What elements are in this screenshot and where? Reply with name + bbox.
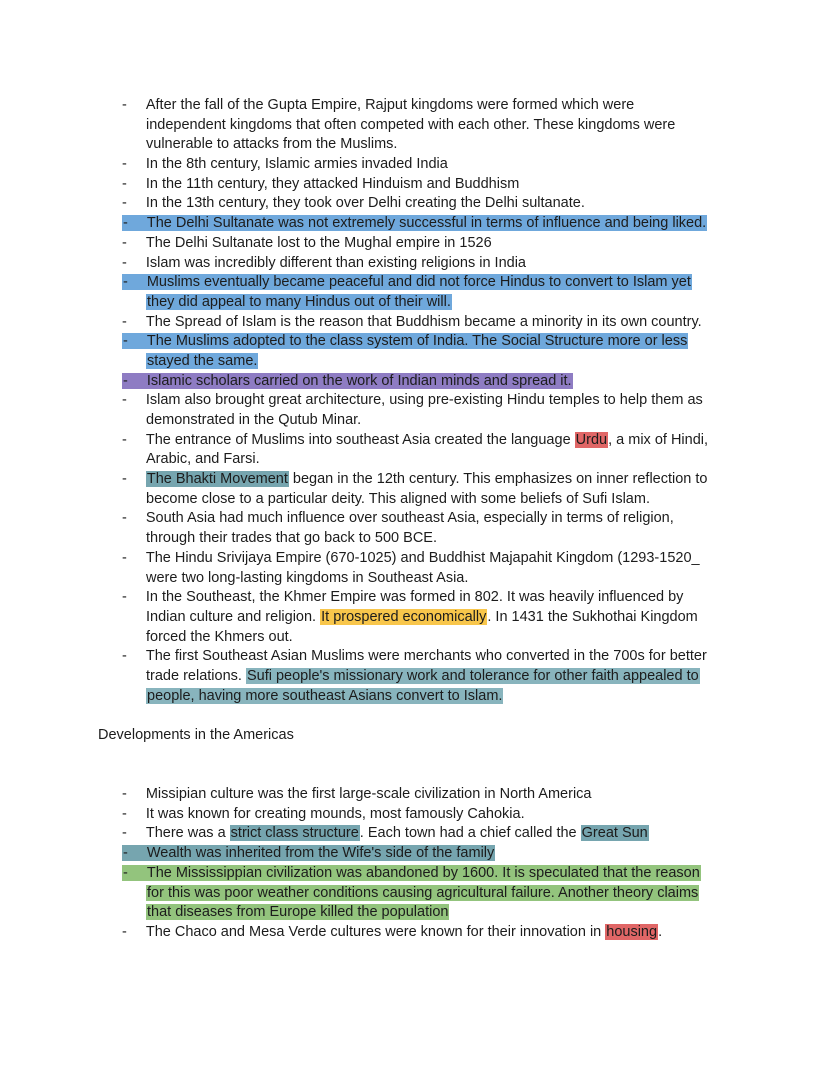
highlight-blue: they did appeal to many Hindus out of their will. bbox=[147, 293, 451, 310]
text-run: Wealth was inherited from the Wife's side of the family bbox=[146, 845, 495, 862]
text-line bbox=[0, 372, 828, 392]
text-line bbox=[0, 194, 828, 214]
highlight-red: housing bbox=[606, 923, 658, 940]
text-line bbox=[0, 470, 828, 490]
text-run: forced the Khmers out. bbox=[146, 628, 293, 645]
bullet-dash: - bbox=[122, 254, 127, 271]
bullet-dash: - bbox=[122, 175, 127, 192]
text-line bbox=[0, 549, 828, 569]
text-line bbox=[0, 352, 828, 372]
blank-line bbox=[0, 746, 828, 766]
text-run: Indian culture and religion. bbox=[146, 608, 321, 625]
document-content bbox=[0, 96, 828, 943]
blank-line bbox=[0, 706, 828, 726]
bullet-dash: - bbox=[123, 333, 128, 350]
text-run: , a mix of Hindi, bbox=[608, 431, 709, 448]
text-run: Arabic, and Farsi. bbox=[146, 451, 260, 468]
text-run: . bbox=[658, 923, 663, 940]
text-run: began in the 12th century. This emphasizes on inner reflection to bbox=[288, 471, 708, 488]
bullet-dash: - bbox=[123, 864, 128, 881]
text-run: The Hindu Srivijaya Empire (670-1025) and Buddhist Majapahit Kingdom (1293-1520_ bbox=[145, 549, 700, 566]
text-line bbox=[0, 824, 828, 844]
text-line bbox=[0, 254, 828, 274]
text-line bbox=[0, 785, 828, 805]
text-run: In the Southeast, the Khmer Empire was formed in 802. It was heavily influenced by bbox=[145, 589, 684, 606]
highlight-blue bbox=[122, 215, 707, 231]
text-run: In the 8th century, Islamic armies invaded India bbox=[145, 156, 448, 173]
bullet-dash: - bbox=[122, 392, 127, 409]
text-run: The Delhi Sultanate lost to the Mughal empire in 1526 bbox=[145, 234, 492, 251]
bullet-dash: - bbox=[123, 274, 128, 291]
text-line bbox=[0, 273, 828, 293]
text-line bbox=[0, 647, 828, 667]
highlight-tealLight: people, having more southeast Asians convert to Islam. bbox=[147, 687, 503, 704]
text-line bbox=[0, 431, 828, 451]
text-run: In the 13th century, they took over Delhi creating the Delhi sultanate. bbox=[145, 195, 585, 212]
text-run: were two long-lasting kingdoms in Southeast Asia. bbox=[146, 569, 469, 586]
text-line bbox=[0, 490, 828, 510]
text-run: The Delhi Sultanate was not extremely successful in terms of influence and being liked. bbox=[146, 215, 707, 232]
text-run: through their trades that go back to 500 BCE. bbox=[146, 530, 437, 547]
text-run: There was a bbox=[145, 825, 230, 842]
highlight-teal: Great Sun bbox=[581, 825, 648, 842]
bullet-dash: - bbox=[122, 431, 127, 448]
text-run: The entrance of Muslims into southeast Asia created the language bbox=[145, 431, 575, 448]
text-run: The Chaco and Mesa Verde cultures were known for their innovation in bbox=[145, 923, 606, 940]
text-line bbox=[0, 155, 828, 175]
bullet-dash: - bbox=[122, 510, 127, 527]
text-line bbox=[0, 411, 828, 431]
text-line bbox=[0, 667, 828, 687]
text-run: In the 11th century, they attacked Hinduism and Buddhism bbox=[145, 175, 520, 192]
text-line bbox=[0, 214, 828, 234]
text-line bbox=[0, 391, 828, 411]
bullet-dash: - bbox=[122, 648, 127, 665]
bullet-dash: - bbox=[122, 825, 127, 842]
highlight-purple bbox=[122, 373, 573, 389]
bullet-dash: - bbox=[122, 471, 127, 488]
text-line bbox=[0, 864, 828, 884]
highlight-blue: stayed the same. bbox=[147, 352, 258, 369]
text-line bbox=[0, 588, 828, 608]
text-run: South Asia had much influence over southeast Asia, especially in terms of religion, bbox=[145, 510, 674, 527]
highlight-green: that diseases from Europe killed the population bbox=[147, 904, 449, 921]
text-line bbox=[0, 687, 828, 707]
text-run: Islam also brought great architecture, using pre-existing Hindu temples to help them as bbox=[145, 392, 703, 409]
text-run: demonstrated in the Qutub Minar. bbox=[146, 412, 362, 428]
text-line bbox=[0, 116, 828, 136]
section-heading bbox=[0, 726, 828, 746]
text-run: The Muslims adopted to the class system of India. The Social Structure more or less bbox=[146, 333, 688, 350]
text-line bbox=[0, 509, 828, 529]
bullet-dash: - bbox=[122, 549, 127, 566]
text-line bbox=[0, 923, 828, 943]
highlight-yellow: It prospered economically bbox=[321, 608, 487, 625]
highlight-green: for this was poor weather conditions causing agricultural failure. Another theory claims bbox=[147, 884, 699, 901]
text-line bbox=[0, 313, 828, 333]
bullet-dash: - bbox=[122, 195, 127, 212]
text-line bbox=[0, 135, 828, 155]
text-line bbox=[0, 844, 828, 864]
text-run: Islamic scholars carried on the work of Indian minds and spread it. bbox=[146, 372, 572, 389]
highlight-teal bbox=[122, 845, 495, 861]
text-line bbox=[0, 450, 828, 470]
highlight-green bbox=[122, 865, 701, 881]
text-line bbox=[0, 805, 828, 825]
text-line bbox=[0, 884, 828, 904]
text-line bbox=[0, 234, 828, 254]
text-line bbox=[0, 608, 828, 628]
text-run: Islam was incredibly different than existing religions in India bbox=[145, 254, 526, 271]
bullet-dash: - bbox=[122, 805, 127, 822]
highlight-teal: strict class structure bbox=[230, 825, 359, 842]
bullet-dash: - bbox=[122, 786, 127, 803]
bullet-dash: - bbox=[122, 589, 127, 606]
text-line bbox=[0, 96, 828, 116]
highlight-blue bbox=[122, 333, 688, 349]
text-run: The Mississippian civilization was abandoned by 1600. It is speculated that the reason bbox=[146, 864, 700, 881]
text-run: independent kingdoms that often competed with each other. These kingdoms were bbox=[146, 116, 676, 133]
highlight-teal: The Bhakti Movement bbox=[146, 471, 288, 488]
text-run: Muslims eventually became peaceful and did not force Hindus to convert to Islam yet bbox=[146, 274, 691, 291]
highlight-red: Urdu bbox=[575, 431, 608, 448]
text-line bbox=[0, 293, 828, 313]
bullet-dash: - bbox=[122, 234, 127, 251]
text-line bbox=[0, 332, 828, 352]
bullet-dash: - bbox=[123, 215, 128, 232]
text-run: . Each town had a chief called the bbox=[359, 825, 581, 842]
text-run: It was known for creating mounds, most famously Cahokia. bbox=[145, 805, 525, 822]
text-run: Missipian culture was the first large-scale civilization in North America bbox=[145, 786, 592, 803]
text-run: . In 1431 the Sukhothai Kingdom bbox=[487, 608, 698, 625]
highlight-blue bbox=[122, 274, 692, 290]
blank-line bbox=[0, 765, 828, 785]
text-run: After the fall of the Gupta Empire, Rajput kingdoms were formed which were bbox=[145, 97, 635, 113]
text-line bbox=[0, 569, 828, 589]
bullet-dash: - bbox=[122, 97, 127, 113]
text-run: vulnerable to attacks from the Muslims. bbox=[146, 136, 398, 153]
bullet-dash: - bbox=[123, 845, 128, 862]
text-run: become close to a particular deity. This aligned with some beliefs of Sufi Islam. bbox=[146, 490, 650, 507]
text-run: Developments in the Americas bbox=[98, 727, 294, 743]
text-run: trade relations. bbox=[146, 667, 246, 684]
text-line bbox=[0, 529, 828, 549]
text-line bbox=[0, 628, 828, 648]
bullet-dash: - bbox=[122, 923, 127, 940]
text-run: The Spread of Islam is the reason that Buddhism became a minority in its own country. bbox=[145, 313, 702, 330]
bullet-dash: - bbox=[123, 372, 128, 389]
bullet-dash: - bbox=[122, 156, 127, 173]
text-run: The first Southeast Asian Muslims were merchants who converted in the 700s for better bbox=[145, 648, 707, 665]
text-line bbox=[0, 903, 828, 923]
text-line bbox=[0, 175, 828, 195]
highlight-tealLight: Sufi people's missionary work and tolerance for other faith appealed to bbox=[246, 667, 699, 684]
bullet-dash: - bbox=[122, 313, 127, 330]
